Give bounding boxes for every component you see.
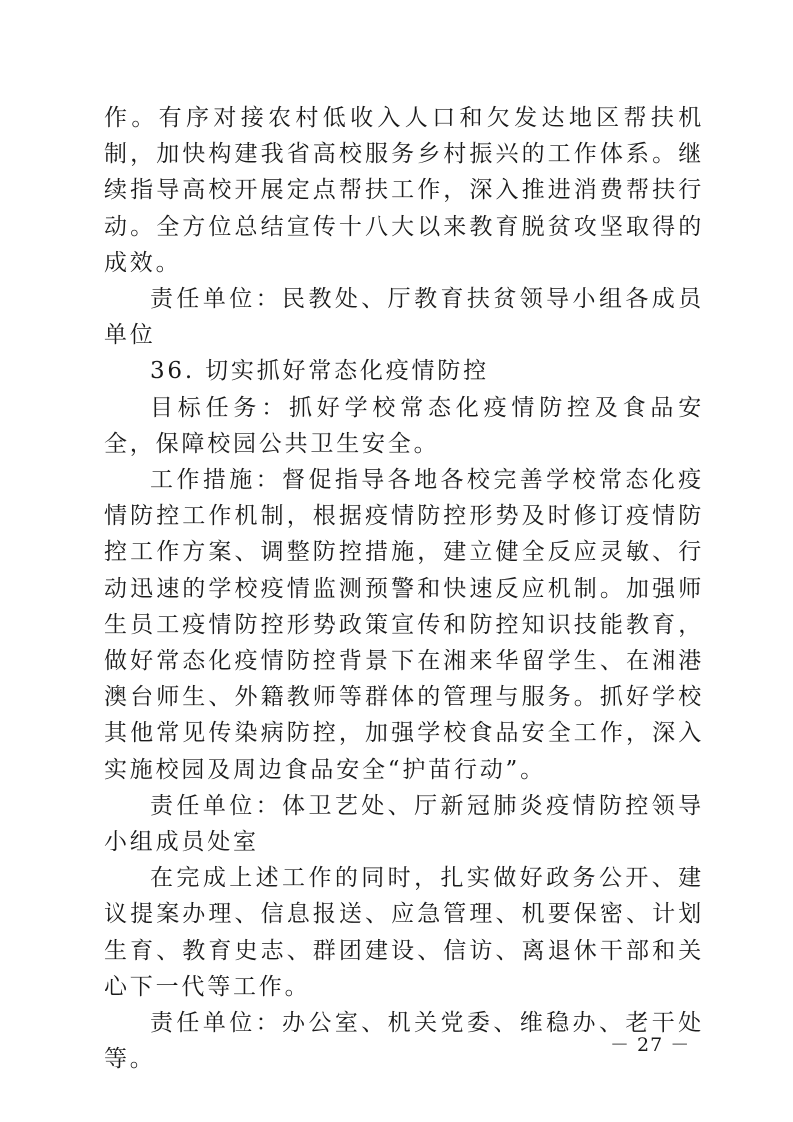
additional-work-paragraph: 在完成上述工作的同时，扎实做好政务公开、建议提案办理、信息报送、应急管理、机要保密、计划生育、教育史志、群团建设、信访、离退休干部和关心下一代等工作。 [104,865,704,1000]
work-measures-paragraph: 工作措施：督促指导各地各校完善学校常态化疫情防控工作机制，根据疫情防控形势及时修订疫情防控工作方案、调整防控措施，建立健全反应灵敏、行动迅速的学校疫情监测预警和快速反应机制。加强师生员工疫情防控形势政策宣传和防控知识技能教育，做好常态化疫情防控背景下在湘来华留学生、在湘港澳台师生、外籍教师等群体的管理与服务。抓好学校其他常见传染病防控，加强学校食品安全工作，深入实施校园及周边食品安全“护苗行动”。 [104,467,704,783]
responsible-unit-paragraph: 责任单位：民教处、厅教育扶贫领导小组各成员单位 [104,286,704,349]
responsible-unit-paragraph: 责任单位：办公室、机关党委、维稳办、老干处等。 [104,1010,704,1073]
document-body [104,100,704,1077]
responsible-unit-paragraph: 责任单位：体卫艺处、厅新冠肺炎疫情防控领导小组成员处室 [104,792,704,856]
target-task-paragraph: 目标任务：抓好学校常态化疫情防控及食品安全，保障校园公共卫生安全。 [104,394,704,457]
paragraph-continuation: 作。有序对接农村低收入人口和欠发达地区帮扶机制，加快构建我省高校服务乡村振兴的工作体系。继续指导高校开展定点帮扶工作，深入推进消费帮扶行动。全方位总结宣传十八大以来教育脱贫攻坚取得的成效。 [104,105,704,276]
section-heading: 36. 切实抓好常态化疫情防控 [150,358,489,385]
page-number: － 27 － [610,1034,691,1056]
